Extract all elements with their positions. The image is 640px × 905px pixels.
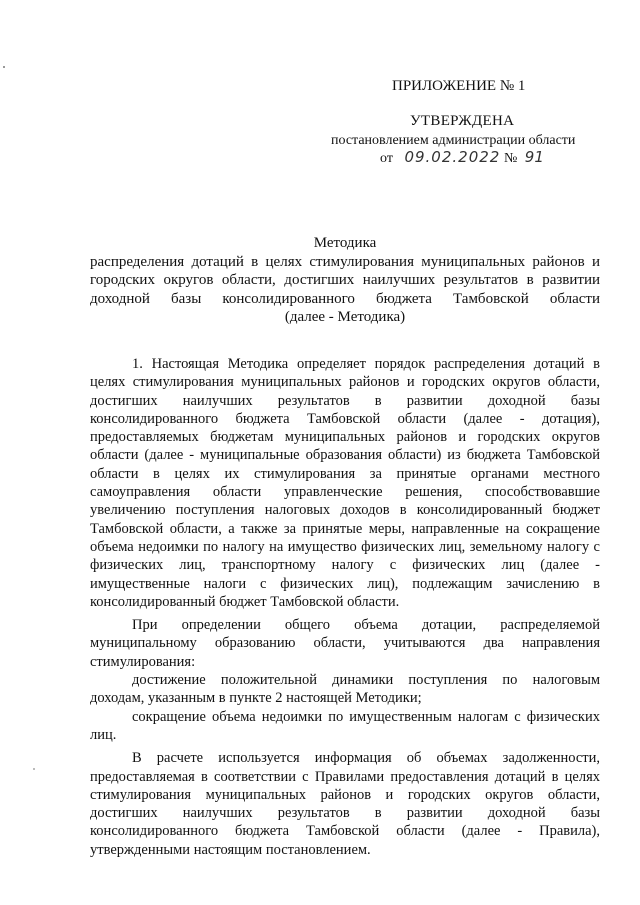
body-paragraph: В расчете используется информация об объемах задолженности, предоставляемая в соответствии с Правилами предоставления дотаций в целях стимулирования муниципальных районов и городских округов области, достигших наилучших результатов в развитии доходной базы консолидированного бюджета Тамбовской области (далее - Правила), утвержденными настоящим постановлением.: [90, 750, 600, 858]
body-paragraph: 1. Настоящая Методика определяет порядок распределения дотаций в целях стимулирования муниципальных районов и городских округов области, достигших наилучших результатов в развитии доходной базы консолидированного бюджета Тамбовской области (далее - дотация), предоставляемых бюджетам муниципальных районов и городских округов области (далее - муниципальные образования области) из бюджета Тамбовской области в целях их стимулирования за принятые органами местного самоуправления области управленческие решения, способствовавшие увеличению поступления налоговых доходов в консолидированный бюджет Тамбовской области, а также за принятые меры, направленные на сокращение объема недоимки по налогу на имущество физических лиц, земельному налогу с физических лиц, транспортному налогу с физических лиц (далее - имущественные налоги с физических лиц), подлежащим зачислению в консолидированный бюджет Тамбовской области.: [90, 356, 600, 610]
body-paragraph: При определении общего объема дотации, распределяемой муниципальному образованию области, учитываются два направления стимулирования:: [90, 617, 600, 670]
title-line: городских округов области, достигших наилучших результатов в развитии: [90, 272, 600, 289]
title-line: (далее - Методика): [284, 309, 406, 326]
document-body: [90, 355, 600, 859]
date-prefix: от: [380, 151, 393, 166]
date-number-line: [380, 148, 544, 167]
handwritten-date: 09.02.2022: [404, 148, 501, 166]
title-line: доходной базы консолидированного бюджета Тамбовской области: [90, 290, 600, 307]
attachment-label: ПРИЛОЖЕНИЕ № 1: [392, 78, 526, 94]
approved-label: УТВЕРЖДЕНА: [410, 113, 515, 129]
body-paragraph: достижение положительной динамики поступления по налоговым доходам, указанным в пункте 2 настоящей Методики;: [90, 672, 600, 707]
title-heading: Методика: [313, 235, 377, 251]
scan-speck: [3, 66, 5, 68]
document-title: [90, 234, 600, 327]
title-line: распределения дотаций в целях стимулирования муниципальных районов и: [90, 253, 600, 270]
body-paragraph: сокращение объема недоимки по имущественным налогам с физических лиц.: [90, 708, 600, 743]
number-prefix: №: [503, 151, 518, 166]
scan-speck: [33, 768, 35, 770]
handwritten-number: 91: [524, 148, 544, 166]
decree-label: постановлением администрации области: [331, 133, 576, 148]
